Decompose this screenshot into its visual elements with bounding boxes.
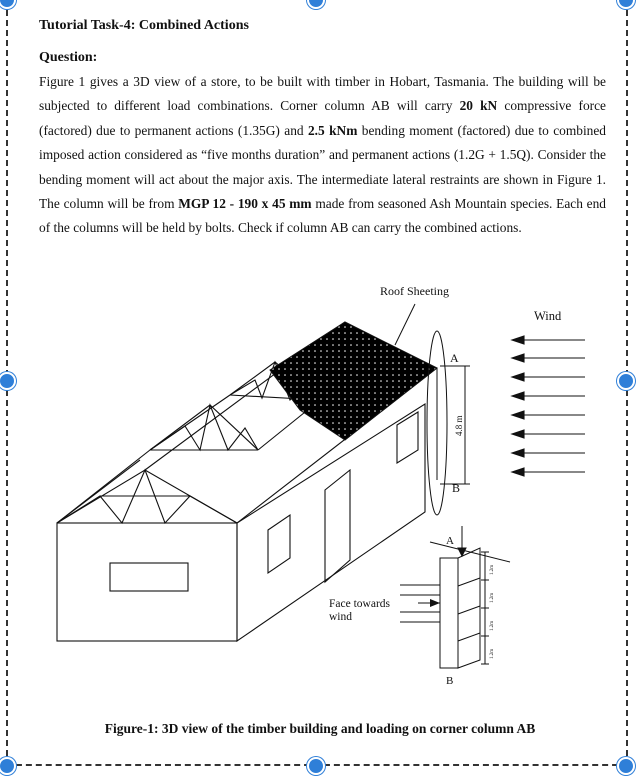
bold-value: 2.5 kNm — [307, 122, 358, 138]
wind-label: Wind — [534, 309, 562, 323]
roof-sheeting — [270, 322, 437, 440]
roof-sheeting-label: Roof Sheeting — [380, 284, 449, 298]
face-label-line1: Face towards — [329, 598, 390, 610]
question-heading: Question: — [39, 50, 98, 65]
front-window — [110, 563, 188, 591]
face-label-line2: wind — [329, 611, 352, 623]
side-window-1 — [268, 515, 290, 573]
point-a-label: A — [450, 351, 459, 365]
bold-value: MGP 12 - 190 x 45 mm — [178, 196, 312, 212]
segment-label-4: 1.2m — [490, 648, 495, 659]
resize-handle-bottom-left[interactable] — [0, 757, 16, 775]
question-paragraph — [39, 70, 606, 241]
segment-label-3: 1.2m — [490, 620, 495, 631]
resize-handle-bottom-right[interactable] — [617, 757, 635, 775]
detail-b-label: B — [446, 675, 454, 687]
paragraph-text: made from seasoned Ash Mountain species. Each end of the columns will be held by bolts. Check if column AB can carry the combined actions. — [39, 196, 606, 236]
building-figure — [0, 270, 640, 710]
document-content — [39, 16, 606, 241]
detail-a-label: A — [446, 535, 454, 547]
height-label: 4.8 m — [454, 415, 464, 436]
paragraph-text: compressive force (factored) due to permanent actions (1.35G) and — [39, 98, 606, 138]
resize-handle-bottom-center[interactable] — [307, 757, 325, 775]
segment-label-1: 1.2m — [490, 564, 495, 575]
task-title: Tutorial Task-4: Combined Actions — [39, 18, 249, 33]
paragraph-text: Figure 1 gives a 3D view of a store, to be built with timber in Hobart, Tasmania. The building will be subjected to different load combinations. Corner column AB will carry — [39, 74, 606, 114]
paragraph-text: bending moment (factored) due to combined imposed action considered as “five months duration” and permanent actions (1.2G + 1.5Q). Consider the bending moment will act about the major axis. The intermediate lateral restraints are shown in Figure 1. The column will be from — [39, 122, 606, 212]
segment-label-2: 1.2m — [490, 592, 495, 603]
front-wall — [57, 523, 237, 641]
wind-arrows — [512, 336, 585, 476]
point-b-label: B — [452, 481, 461, 495]
side-door — [325, 470, 350, 582]
figure-caption: Figure-1: 3D view of the timber building and loading on corner column AB — [104, 721, 536, 736]
bold-value: 20 kN — [459, 98, 498, 114]
